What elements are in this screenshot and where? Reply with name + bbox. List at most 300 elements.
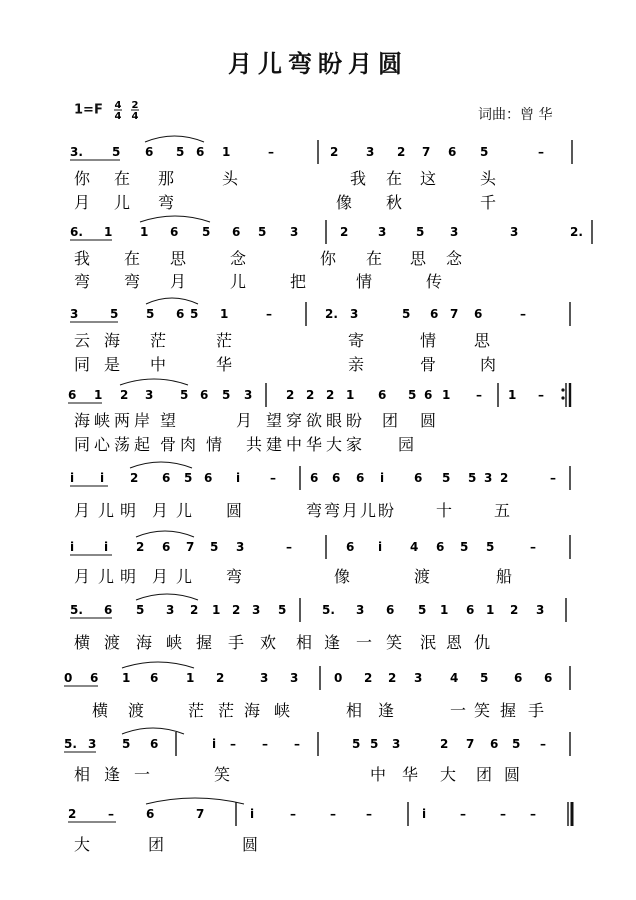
note-dash: –	[270, 471, 276, 485]
lyric-character: 月	[74, 501, 91, 520]
lyric-character: 肉	[180, 435, 197, 454]
note: 5	[416, 225, 425, 239]
lyric-character: 同	[74, 355, 91, 374]
key-signature: 1=F	[74, 102, 103, 118]
lyric-character: 建	[266, 435, 283, 454]
lyric-character: 欲	[306, 411, 323, 430]
lyric-character: 欢	[260, 633, 277, 652]
lyric-character: 手	[528, 701, 545, 720]
note: 3	[290, 225, 299, 239]
note: 3	[536, 603, 545, 617]
lyric-character: 是	[104, 355, 121, 374]
time-sig-2-bottom: 4	[131, 111, 139, 120]
note: 5	[402, 307, 411, 321]
lyric-character: 中	[150, 355, 167, 374]
lyric-character: 茫	[218, 701, 235, 720]
lyric-character: 十	[436, 501, 453, 520]
note: 5	[122, 737, 131, 751]
lyric-character: 心	[94, 435, 111, 454]
lyric-character: 亲	[348, 355, 365, 374]
note: 4	[450, 671, 459, 685]
note: 2.	[325, 307, 338, 321]
lyric-character: 团	[148, 835, 165, 854]
lyric-character: 渡	[104, 633, 121, 652]
note: 5.	[322, 603, 335, 617]
note-dash: –	[540, 737, 546, 751]
lyric-character: 在	[124, 249, 141, 268]
lyric-character: 弯	[124, 272, 141, 291]
note: i	[250, 807, 255, 821]
lyric-character: 华	[402, 765, 419, 784]
note-dash: –	[530, 807, 536, 821]
note: 3.	[70, 145, 83, 159]
note-dash: –	[290, 807, 296, 821]
lyric-character: 笑	[474, 701, 491, 720]
note: i	[70, 540, 75, 554]
lyric-character: 儿	[176, 567, 193, 586]
lyric-character: 儿	[176, 501, 193, 520]
note: 6	[162, 540, 171, 554]
lyric-character: 儿	[98, 567, 115, 586]
lyric-character: 月	[74, 193, 91, 212]
note: 5	[460, 540, 469, 554]
score-system	[64, 662, 570, 720]
lyric-character: 共	[246, 435, 263, 454]
lyric-character: 泯	[420, 633, 437, 652]
note-dash: –	[460, 807, 466, 821]
note: 5	[352, 737, 361, 751]
note: 6	[346, 540, 355, 554]
note: 6	[150, 671, 159, 685]
slur	[146, 798, 244, 804]
note: 6	[68, 388, 77, 402]
lyric-character: 海	[74, 411, 91, 430]
lyric-character: 在	[386, 169, 403, 188]
note-dash: –	[230, 737, 236, 751]
note: 5	[486, 540, 495, 554]
note: 6	[176, 307, 185, 321]
lyric-character: 海	[136, 633, 153, 652]
note-dash: –	[294, 737, 300, 751]
lyric-character: 逢	[104, 765, 121, 784]
note: 2	[326, 388, 335, 402]
note: 2	[500, 471, 509, 485]
slur	[136, 531, 194, 537]
score-system	[70, 462, 570, 520]
note: i	[212, 737, 217, 751]
note: 5	[176, 145, 185, 159]
note: i	[70, 471, 75, 485]
note: 3	[290, 671, 299, 685]
note: i	[422, 807, 427, 821]
slur	[146, 298, 198, 304]
note: 1	[486, 603, 495, 617]
note: 5	[480, 145, 489, 159]
lyric-character: 圆	[504, 765, 521, 784]
note: 1	[104, 225, 113, 239]
lyric-character: 骨	[160, 435, 177, 454]
lyric-character: 荡	[114, 435, 131, 454]
lyric-character: 望	[160, 411, 177, 430]
note: 2	[232, 603, 241, 617]
lyric-character: 五	[494, 501, 511, 520]
lyric-character: 一	[356, 633, 373, 652]
note: 6.	[70, 225, 83, 239]
lyric-character: 大	[440, 765, 457, 784]
note: 6	[204, 471, 213, 485]
note: 1	[122, 671, 131, 685]
note-dash: –	[476, 388, 482, 402]
lyric-character: 手	[228, 633, 245, 652]
lyric-character: 握	[196, 633, 213, 652]
lyric-character: 儿	[114, 193, 131, 212]
note: 5	[512, 737, 521, 751]
time-sig-2-top: 2	[131, 100, 139, 111]
lyric-character: 盼	[346, 411, 363, 430]
lyric-character: 月	[152, 501, 169, 520]
note: 6	[356, 471, 365, 485]
lyric-character: 相	[296, 633, 313, 652]
note: 6	[424, 388, 433, 402]
note-dash: –	[262, 737, 268, 751]
slur	[140, 216, 210, 222]
note-dash: –	[538, 145, 544, 159]
note: 2	[510, 603, 519, 617]
lyric-character: 一	[134, 765, 151, 784]
note: 6	[170, 225, 179, 239]
lyric-character: 像	[334, 567, 351, 586]
note: 2	[130, 471, 139, 485]
note: 2	[68, 807, 77, 821]
note: 1	[94, 388, 103, 402]
slur	[145, 136, 204, 142]
lyric-character: 情	[420, 331, 437, 350]
note: 2	[364, 671, 373, 685]
lyric-character: 把	[290, 272, 307, 291]
note: 6	[145, 145, 154, 159]
note: 6	[514, 671, 523, 685]
lyric-character: 这	[420, 169, 437, 188]
lyric-character: 儿	[230, 272, 247, 291]
note: 5	[146, 307, 155, 321]
lyric-character: 横	[92, 701, 109, 720]
lyric-character: 月	[236, 411, 253, 430]
note: 6	[196, 145, 205, 159]
note: 1	[212, 603, 221, 617]
note: 3	[414, 671, 423, 685]
note: 1	[186, 671, 195, 685]
lyric-character: 弯	[226, 567, 243, 586]
slur	[136, 594, 198, 600]
lyric-character: 相	[346, 701, 363, 720]
lyric-character: 月	[152, 567, 169, 586]
lyric-character: 千	[480, 193, 497, 212]
note-dash: –	[538, 388, 544, 402]
lyric-character: 园	[398, 435, 415, 454]
credits: 词曲：曾 华	[478, 107, 553, 123]
time-sig-1-bottom: 4	[114, 111, 122, 120]
lyric-character: 穿	[286, 411, 303, 430]
lyric-character: 峡	[94, 411, 111, 430]
lyric-character: 盼	[378, 501, 395, 520]
note: 5.	[64, 737, 77, 751]
note: 5	[370, 737, 379, 751]
note: 2	[216, 671, 225, 685]
score-system	[70, 216, 592, 291]
lyric-character: 仇	[474, 633, 491, 652]
note: 3	[484, 471, 493, 485]
lyric-character: 握	[500, 701, 517, 720]
note: 6	[146, 807, 155, 821]
lyric-character: 同	[74, 435, 91, 454]
note: 3	[166, 603, 175, 617]
note: 5	[258, 225, 267, 239]
note: 5	[210, 540, 219, 554]
note: 7	[186, 540, 195, 554]
note: 6	[386, 603, 395, 617]
lyric-character: 情	[356, 272, 373, 291]
lyric-character: 情	[206, 435, 223, 454]
lyric-character: 思	[170, 249, 187, 268]
lyric-character: 念	[446, 249, 463, 268]
lyric-character: 你	[320, 249, 337, 268]
note-dash: –	[520, 307, 526, 321]
note: 2	[440, 737, 449, 751]
lyric-character: 船	[496, 567, 513, 586]
note: i	[380, 471, 385, 485]
note: 3	[260, 671, 269, 685]
lyric-character: 寄	[348, 331, 365, 350]
note: 6	[310, 471, 319, 485]
lyric-character: 我	[350, 169, 367, 188]
lyric-character: 弯	[306, 501, 323, 520]
note: 5	[202, 225, 211, 239]
slur	[122, 662, 194, 668]
score-system	[70, 298, 570, 374]
lyric-character: 圆	[226, 501, 243, 520]
slur	[120, 379, 188, 385]
lyric-character: 一	[450, 701, 467, 720]
note: 6	[232, 225, 241, 239]
note: 5	[180, 388, 189, 402]
note: 5	[110, 307, 119, 321]
note: 3	[350, 307, 359, 321]
lyric-character: 逢	[324, 633, 341, 652]
note: 2	[136, 540, 145, 554]
score-system	[70, 531, 570, 586]
song-title: 月儿弯盼月圆	[228, 50, 408, 78]
lyric-character: 大	[326, 435, 343, 454]
score-system	[70, 594, 566, 652]
lyric-character: 传	[426, 272, 443, 291]
note: 5.	[70, 603, 83, 617]
score-system	[64, 728, 570, 784]
lyric-character: 茫	[216, 331, 233, 350]
repeat-dot	[561, 388, 564, 391]
note: 3	[510, 225, 519, 239]
lyric-character: 弯	[74, 272, 91, 291]
lyric-character: 圆	[420, 411, 437, 430]
note: 5	[480, 671, 489, 685]
lyric-character: 眼	[326, 411, 343, 430]
score-system	[68, 798, 572, 854]
lyric-character: 恩	[446, 633, 463, 652]
lyric-character: 渡	[414, 567, 431, 586]
note-dash: –	[108, 807, 114, 821]
note-dash: –	[330, 807, 336, 821]
note: 5	[442, 471, 451, 485]
repeat-dot	[561, 396, 564, 399]
note: 6	[90, 671, 99, 685]
note: 2	[340, 225, 349, 239]
lyric-character: 渡	[128, 701, 145, 720]
note: 7	[422, 145, 431, 159]
note: 2	[190, 603, 199, 617]
note: 5	[278, 603, 287, 617]
note: 1	[140, 225, 149, 239]
lyric-character: 月	[170, 272, 187, 291]
note: 3	[70, 307, 79, 321]
lyric-character: 你	[74, 169, 91, 188]
note: 5	[408, 388, 417, 402]
lyric-character: 儿	[98, 501, 115, 520]
lyric-character: 起	[134, 435, 151, 454]
note-dash: –	[266, 307, 272, 321]
lyric-character: 茫	[188, 701, 205, 720]
note: 6	[436, 540, 445, 554]
lyric-character: 弯	[324, 501, 341, 520]
note: 1	[346, 388, 355, 402]
note: 2	[120, 388, 129, 402]
note: i	[104, 540, 109, 554]
lyric-character: 头	[480, 169, 497, 188]
lyric-character: 头	[222, 169, 239, 188]
note: 3	[366, 145, 375, 159]
lyric-character: 望	[266, 411, 283, 430]
note: 6	[448, 145, 457, 159]
score-system	[68, 379, 570, 454]
lyric-character: 我	[74, 249, 91, 268]
lyric-character: 儿	[360, 501, 377, 520]
lyric-character: 笑	[386, 633, 403, 652]
note: 6	[104, 603, 113, 617]
note: i	[100, 471, 105, 485]
note: 6	[200, 388, 209, 402]
time-sig-1-top: 4	[114, 100, 122, 111]
note: 1	[440, 603, 449, 617]
note: 6	[414, 471, 423, 485]
lyric-character: 逢	[378, 701, 395, 720]
lyric-character: 那	[158, 169, 175, 188]
lyric-character: 明	[120, 567, 137, 586]
lyric-character: 肉	[480, 355, 497, 374]
lyric-character: 像	[336, 193, 353, 212]
note: i	[378, 540, 383, 554]
note: 5	[418, 603, 427, 617]
note: 6	[466, 603, 475, 617]
note: 3	[450, 225, 459, 239]
note: 6	[332, 471, 341, 485]
lyric-character: 家	[346, 435, 363, 454]
note-dash: –	[268, 145, 274, 159]
lyric-character: 弯	[158, 193, 175, 212]
note: 2	[306, 388, 315, 402]
lyric-character: 念	[230, 249, 247, 268]
note: 5	[184, 471, 193, 485]
lyric-character: 华	[216, 355, 233, 374]
note: 0	[334, 671, 343, 685]
lyric-character: 中	[370, 765, 387, 784]
note-dash: –	[550, 471, 556, 485]
note-dash: –	[500, 807, 506, 821]
note: 3	[356, 603, 365, 617]
lyric-character: 思	[410, 249, 427, 268]
note: 3	[378, 225, 387, 239]
note: 0	[64, 671, 73, 685]
lyric-character: 峡	[166, 633, 183, 652]
note: 2	[388, 671, 397, 685]
lyric-character: 大	[74, 835, 91, 854]
note: 6	[474, 307, 483, 321]
note-dash: –	[366, 807, 372, 821]
lyric-character: 海	[104, 331, 121, 350]
lyric-character: 中	[286, 435, 303, 454]
note: 6	[430, 307, 439, 321]
note: 3	[88, 737, 97, 751]
note: 7	[466, 737, 475, 751]
lyric-character: 岸	[134, 411, 151, 430]
note: 6	[544, 671, 553, 685]
lyric-character: 思	[474, 331, 491, 350]
note-dash: –	[286, 540, 292, 554]
lyric-character: 相	[74, 765, 91, 784]
lyric-character: 海	[244, 701, 261, 720]
note: 1	[222, 145, 231, 159]
note: 2.	[570, 225, 583, 239]
lyric-character: 团	[476, 765, 493, 784]
note: 6	[378, 388, 387, 402]
lyric-character: 茫	[150, 331, 167, 350]
note: 3	[236, 540, 245, 554]
lyric-character: 月	[74, 567, 91, 586]
note: 3	[145, 388, 154, 402]
lyric-character: 月	[342, 501, 359, 520]
lyric-character: 华	[306, 435, 323, 454]
slur	[122, 728, 184, 734]
note: 3	[244, 388, 253, 402]
note: 6	[150, 737, 159, 751]
note: 6	[162, 471, 171, 485]
lyric-character: 两	[114, 411, 131, 430]
note: 1	[508, 388, 517, 402]
note: 7	[450, 307, 459, 321]
lyric-character: 在	[114, 169, 131, 188]
note: 1	[442, 388, 451, 402]
note: 6	[490, 737, 499, 751]
lyric-character: 秋	[386, 193, 403, 212]
note: 3	[252, 603, 261, 617]
lyric-character: 圆	[242, 835, 259, 854]
note: 3	[392, 737, 401, 751]
lyric-character: 骨	[420, 355, 437, 374]
note: 4	[410, 540, 419, 554]
note: 5	[222, 388, 231, 402]
lyric-character: 峡	[274, 701, 291, 720]
note: 7	[196, 807, 205, 821]
note: i	[236, 471, 241, 485]
note: 5	[136, 603, 145, 617]
lyric-character: 团	[382, 411, 399, 430]
